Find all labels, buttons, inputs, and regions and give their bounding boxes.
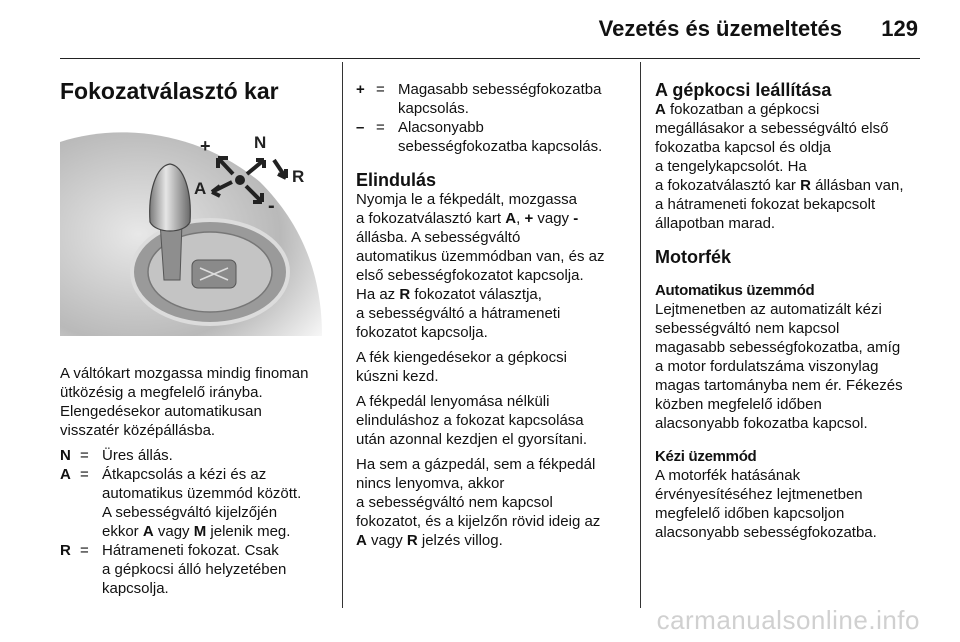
paragraph-line: Lejtmenetben az automatizált kézi <box>655 301 882 318</box>
r-arrow <box>274 160 286 178</box>
heading-manual-mode: Kézi üzemmód <box>655 448 757 465</box>
definition-r <box>60 541 330 598</box>
definition-key: R <box>60 542 71 559</box>
paragraph-line: A fokozatban a gépkocsi <box>655 101 820 118</box>
definition-equals: = <box>80 542 89 559</box>
paragraph-line: Ha sem a gázpedál, sem a fékpedál <box>356 456 596 473</box>
definition-equals: = <box>80 466 89 483</box>
column-3 <box>655 80 935 542</box>
paragraph-line: állapotban marad. <box>655 215 776 232</box>
paragraph-line: első sebességfokozatot kapcsolja. <box>356 267 584 284</box>
paragraph-line: sebességváltó nem kapcsol <box>655 320 840 337</box>
paragraph-line: Nyomja le a fékpedált, mozgassa <box>356 191 577 208</box>
heading-automatic-mode: Automatikus üzemmód <box>655 282 815 299</box>
definition-key: A <box>60 466 71 483</box>
label-plus: + <box>200 136 211 156</box>
column-1 <box>60 78 330 598</box>
definition-equals: = <box>376 81 385 98</box>
heading-starting: Elindulás <box>356 170 437 190</box>
paragraph-line: A motorfék hatásának <box>655 467 801 484</box>
definition-plus <box>356 80 626 118</box>
paragraph-line: fokozatot, és a kijelzőn rövid ideig az <box>356 513 601 530</box>
paragraph-line: a fokozatválasztó kar R állásban van, <box>655 177 904 194</box>
running-header-title: Vezetés és üzemeltetés <box>598 16 842 41</box>
heading-engine-braking: Motorfék <box>655 247 731 267</box>
section-title: Fokozatválasztó kar <box>60 78 279 104</box>
definition-key: – <box>356 119 365 136</box>
paragraph-line: érvényesítéséhez lejtmenetben <box>655 486 863 503</box>
paragraph-line: A vagy R jelzés villog. <box>356 532 503 549</box>
definition-text: Hátrameneti fokozat. Csak a gépkocsi álló helyzetében kapcsolja. <box>102 542 287 597</box>
paragraph-line: a fokozatválasztó kart A, + vagy - <box>356 210 579 227</box>
definition-text: Magasabb sebességfokozatba kapcsolás. <box>398 81 602 117</box>
paragraph-line: A fék kiengedésekor a gépkocsi <box>356 349 567 366</box>
paragraph-line: fokozatba kapcsol és oldja <box>655 139 831 156</box>
definition-equals: = <box>376 119 385 136</box>
paragraph-line: megfelelő időben kapcsoljon <box>655 505 845 522</box>
paragraph-line: a sebességváltó nem kapcsol <box>356 494 553 511</box>
definition-minus <box>356 118 626 156</box>
paragraph-line: alacsonyabb fokozatba kapcsol. <box>655 415 868 432</box>
label-minus: - <box>268 195 275 217</box>
page-number: 129 <box>881 16 918 41</box>
definition-key: N <box>60 447 71 464</box>
paragraph-line: a hátrameneti fokozat bekapcsolt <box>655 196 876 213</box>
watermark: carmanualsonline.info <box>656 605 920 635</box>
definition-key: + <box>356 81 365 98</box>
paragraph-line: állásba. A sebességváltó <box>356 229 521 246</box>
intro-line: Elengedésekor automatikusan <box>60 403 262 420</box>
intro-line: ütközésig a megfelelő irányba. <box>60 384 263 401</box>
column-2 <box>356 80 626 550</box>
paragraph-line: automatikus üzemmódban van, és az <box>356 248 605 265</box>
paragraph-line: alacsonyabb sebességfokozatba. <box>655 524 877 541</box>
paragraph-line: A fékpedál lenyomása nélküli <box>356 393 550 410</box>
definition-n <box>60 446 330 465</box>
definition-text: Átkapcsolás a kézi és az automatikus üzemmód között. A sebességváltó kijelzőjén ekkor A vagy M jelenik meg. <box>102 466 302 540</box>
paragraph-line: nincs lenyomva, akkor <box>356 475 505 492</box>
paragraph-line: Ha az R fokozatot választja, <box>356 286 542 303</box>
paragraph-line: megállásakor a sebességváltó első <box>655 120 889 137</box>
paragraph-line: elinduláshoz a fokozat kapcsolása <box>356 412 584 429</box>
header-rule <box>60 58 920 59</box>
paragraph-line: magas tartományba nem ér. Fékezés <box>655 377 903 394</box>
paragraph-line: magasabb sebességfokozatba, amíg <box>655 339 901 356</box>
definition-a <box>60 465 330 541</box>
intro-line: visszatér középállásba. <box>60 422 216 439</box>
paragraph-line: kúszni kezd. <box>356 368 439 385</box>
paragraph-line: a tengelykapcsolót. Ha <box>655 158 807 175</box>
center-dot <box>235 175 245 185</box>
column-divider-2 <box>640 62 641 608</box>
definition-text: Üres állás. <box>102 447 173 464</box>
gear-selector-illustration <box>60 122 322 336</box>
column-divider-1 <box>342 62 343 608</box>
heading-stopping: A gépkocsi leállítása <box>655 80 832 100</box>
paragraph-line: a motor fordulatszáma viszonylag <box>655 358 879 375</box>
paragraph-line: után azonnal kezdjen el gyorsítani. <box>356 431 587 448</box>
label-a: A <box>194 179 207 198</box>
paragraph-line: fokozatot kapcsolja. <box>356 324 488 341</box>
definition-equals: = <box>80 447 89 464</box>
label-n: N <box>254 133 267 152</box>
paragraph-line: a sebességváltó a hátrameneti <box>356 305 561 322</box>
paragraph-line: közben megfelelő időben <box>655 396 822 413</box>
intro-line: A váltókart mozgassa mindig finoman <box>60 365 309 382</box>
definition-text: Alacsonyabb sebességfokozatba kapcsolás. <box>398 119 603 155</box>
label-r: R <box>292 167 305 186</box>
n-arrow <box>247 160 264 174</box>
